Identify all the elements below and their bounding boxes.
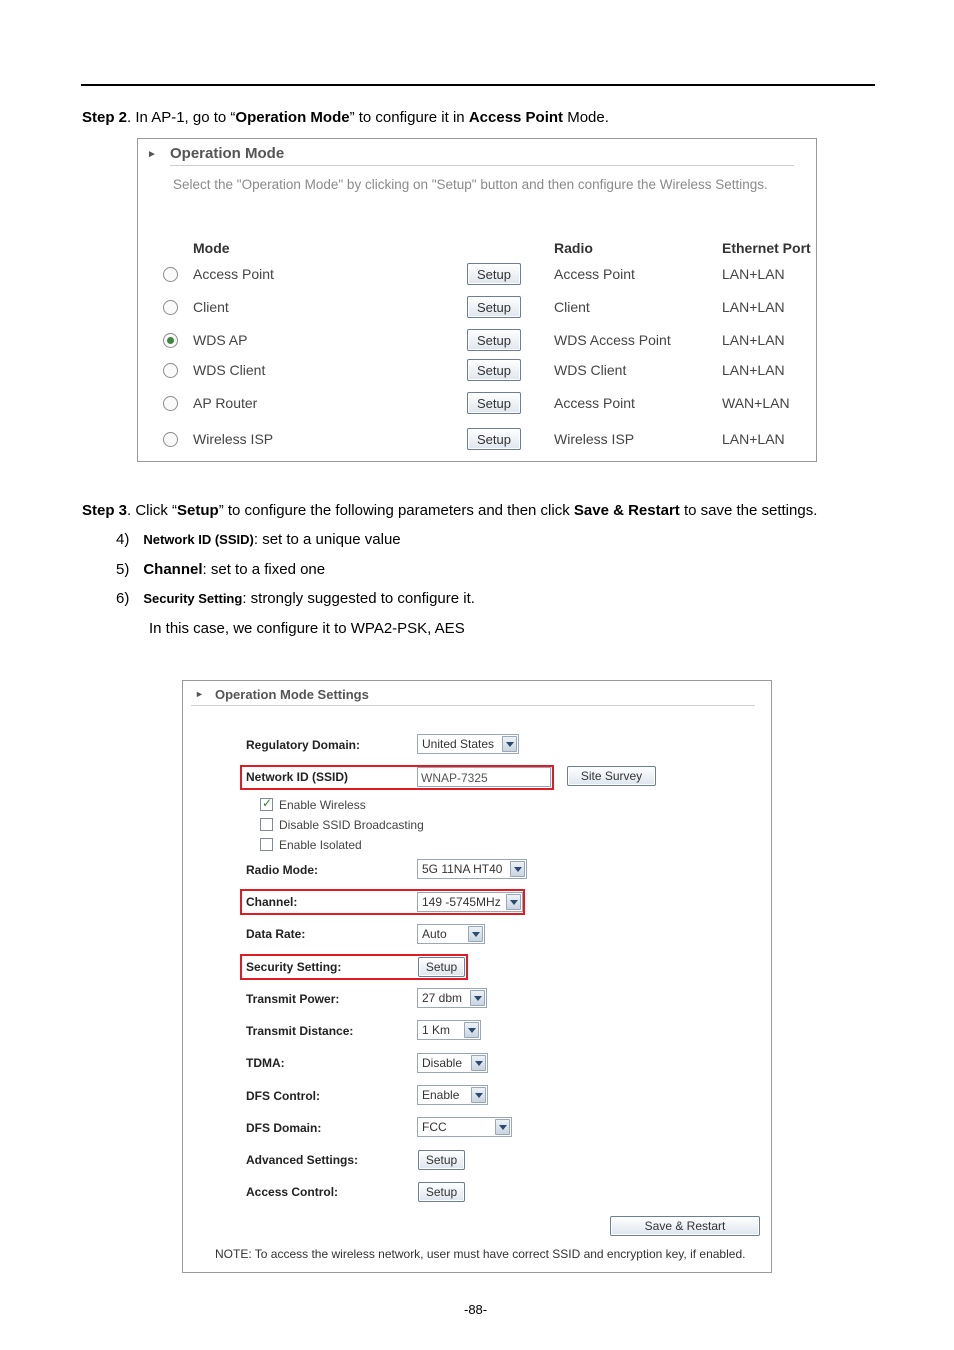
panel-hint: Select the "Operation Mode" by clicking on "Setup" button and then configure the Wireless Settings.	[173, 177, 768, 192]
dfs-control-label: DFS Control:	[246, 1089, 320, 1103]
ethernet-label: LAN+LAN	[722, 266, 785, 282]
tdma-value: Disable	[422, 1056, 463, 1070]
enable-wireless-checkbox[interactable]	[260, 798, 273, 811]
setup-button-wds-client[interactable]: Setup	[467, 359, 521, 381]
data-rate-label: Data Rate:	[246, 927, 306, 941]
step2-paragraph: Step 2. In AP-1, go to “Operation Mode” to configure it in Access Point Mode.	[82, 109, 609, 126]
panel-title: Operation Mode Settings	[215, 687, 369, 702]
radio-mode-select[interactable]	[417, 859, 527, 879]
header-radio: Radio	[554, 240, 593, 256]
ethernet-label: WAN+LAN	[722, 395, 790, 411]
chevron-down-icon	[471, 1087, 486, 1103]
chevron-down-icon	[506, 894, 521, 910]
radio-label: Wireless ISP	[554, 431, 635, 447]
transmit-distance-label: Transmit Distance:	[246, 1024, 354, 1038]
ethernet-label: LAN+LAN	[722, 362, 785, 378]
mode-radio-wireless-isp[interactable]	[163, 432, 178, 447]
dfs-domain-value: FCC	[422, 1120, 447, 1134]
mode-label: WDS Client	[193, 362, 266, 378]
radio-label: Access Point	[554, 395, 635, 411]
radio-label: Access Point	[554, 266, 635, 282]
radio-label: WDS Client	[554, 362, 627, 378]
setup-button-ap-router[interactable]: Setup	[467, 392, 521, 414]
step3-case-line: In this case, we configure it to WPA2-PSK, AES	[149, 620, 465, 637]
title-rule	[170, 165, 794, 166]
note-text: NOTE: To access the wireless network, user must have correct SSID and encryption key, if enabled.	[215, 1247, 746, 1261]
mode-row	[138, 296, 816, 322]
enable-isolated-checkbox[interactable]	[260, 838, 273, 851]
regulatory-domain-value: United States	[422, 737, 495, 751]
ssid-value: WNAP-7325	[421, 771, 488, 785]
chevron-down-icon	[470, 990, 485, 1006]
chevron-down-icon	[464, 1022, 479, 1038]
transmit-power-label: Transmit Power:	[246, 992, 340, 1006]
mode-row	[138, 263, 816, 289]
radio-label: Client	[554, 299, 590, 315]
chevron-down-icon	[468, 926, 483, 942]
mode-radio-wds-client[interactable]	[163, 363, 178, 378]
mode-radio-access-point[interactable]	[163, 267, 178, 282]
collapse-triangle-icon: ►	[195, 689, 204, 699]
enable-wireless-label: Enable Wireless	[279, 798, 366, 812]
top-rule	[81, 84, 875, 86]
enable-isolated-label: Enable Isolated	[279, 838, 362, 852]
security-setting-label: Security Setting:	[246, 960, 342, 974]
advanced-settings-label: Advanced Settings:	[246, 1153, 359, 1167]
dfs-control-select[interactable]	[417, 1085, 488, 1105]
mode-label: Client	[193, 299, 229, 315]
ethernet-label: LAN+LAN	[722, 431, 785, 447]
disable-ssid-label: Disable SSID Broadcasting	[279, 818, 424, 832]
step3-item-security: 6) Security Setting: strongly suggested to configure it.	[116, 590, 475, 607]
channel-value: 149 -5745MHz	[422, 895, 501, 909]
panel-title: Operation Mode	[170, 145, 285, 162]
regulatory-domain-select[interactable]	[417, 734, 519, 754]
dfs-domain-select[interactable]	[417, 1117, 512, 1137]
mode-row	[138, 329, 816, 355]
site-survey-button[interactable]: Site Survey	[567, 766, 656, 786]
data-rate-value: Auto	[422, 927, 447, 941]
save-restart-button[interactable]: Save & Restart	[610, 1216, 760, 1236]
mode-label: Access Point	[193, 266, 274, 282]
transmit-power-select[interactable]	[417, 988, 487, 1008]
ethernet-label: LAN+LAN	[722, 332, 785, 348]
mode-radio-ap-router[interactable]	[163, 396, 178, 411]
radio-mode-value: 5G 11NA HT40	[422, 862, 503, 876]
header-ethernet-port: Ethernet Port	[722, 240, 811, 256]
setup-button-wireless-isp[interactable]: Setup	[467, 428, 521, 450]
chevron-down-icon	[495, 1119, 510, 1135]
channel-select[interactable]	[417, 892, 523, 912]
chevron-down-icon	[502, 736, 517, 752]
mode-row	[138, 428, 816, 454]
data-rate-select[interactable]	[417, 924, 485, 944]
security-setup-button[interactable]: Setup	[418, 957, 465, 977]
mode-radio-wds-ap[interactable]	[163, 333, 178, 348]
page-number: -88-	[464, 1302, 488, 1317]
mode-row	[138, 392, 816, 418]
operation-mode-settings-panel	[182, 680, 772, 1273]
access-control-setup-button[interactable]: Setup	[418, 1182, 465, 1202]
radio-mode-label: Radio Mode:	[246, 863, 318, 877]
transmit-power-value: 27 dbm	[422, 991, 463, 1005]
operation-mode-panel	[137, 138, 817, 462]
step3-item-channel: 5) Channel: set to a fixed one	[116, 561, 326, 578]
dfs-domain-label: DFS Domain:	[246, 1121, 322, 1135]
transmit-distance-value: 1 Km	[422, 1023, 451, 1037]
regulatory-domain-label: Regulatory Domain:	[246, 738, 361, 752]
tdma-label: TDMA:	[246, 1056, 285, 1070]
header-mode: Mode	[193, 240, 230, 256]
mode-radio-client[interactable]	[163, 300, 178, 315]
setup-button-wds-ap[interactable]: Setup	[467, 329, 521, 351]
chevron-down-icon	[471, 1055, 486, 1071]
disable-ssid-checkbox[interactable]	[260, 818, 273, 831]
collapse-triangle-icon: ►	[147, 149, 157, 160]
setup-button-client[interactable]: Setup	[467, 296, 521, 318]
ssid-input[interactable]	[417, 767, 551, 787]
chevron-down-icon	[510, 861, 525, 877]
mode-row	[138, 359, 816, 385]
step3-item-ssid: 4) Network ID (SSID): set to a unique value	[116, 531, 401, 548]
radio-label: WDS Access Point	[554, 332, 671, 348]
mode-label: Wireless ISP	[193, 431, 274, 447]
title-rule	[191, 705, 755, 706]
ssid-label: Network ID (SSID)	[246, 770, 349, 784]
mode-label: WDS AP	[193, 332, 248, 348]
transmit-distance-select[interactable]	[417, 1020, 481, 1040]
step3-paragraph: Step 3. Click “Setup” to configure the following parameters and then click Save & Restart to save the settings.	[82, 502, 818, 519]
tdma-select[interactable]	[417, 1053, 488, 1073]
access-control-label: Access Control:	[246, 1185, 339, 1199]
mode-label: AP Router	[193, 395, 258, 411]
setup-button-access-point[interactable]: Setup	[467, 263, 521, 285]
channel-label: Channel:	[246, 895, 298, 909]
advanced-settings-setup-button[interactable]: Setup	[418, 1150, 465, 1170]
dfs-control-value: Enable	[422, 1088, 460, 1102]
ethernet-label: LAN+LAN	[722, 299, 785, 315]
